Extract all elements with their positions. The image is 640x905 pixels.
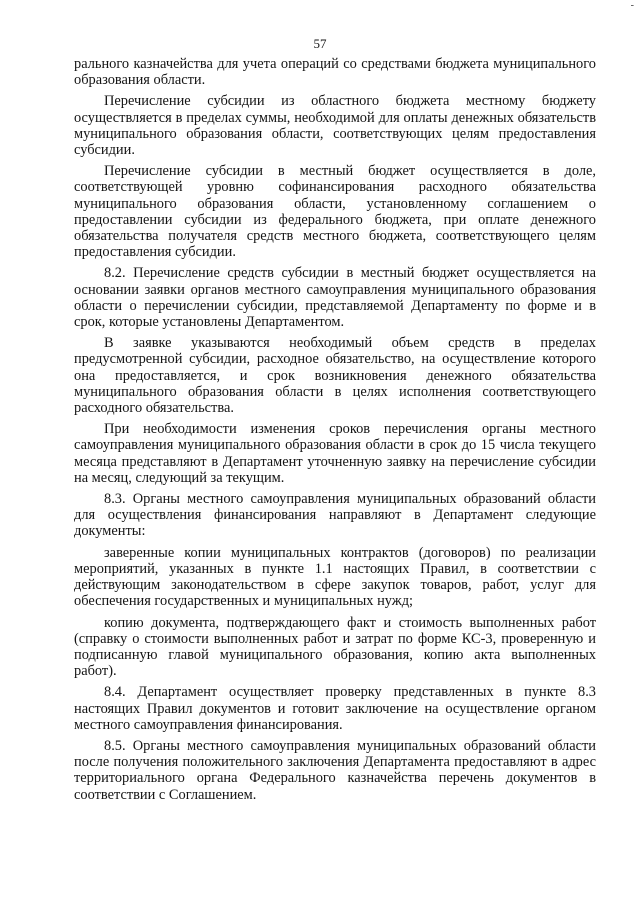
paragraph-contract-copies: заверенные копии муниципальных контрактов (договоров) по реализации мероприятий, указанных в пункте 1.1 настоящих Правил, в соответствии с действующим законодательством в сфере закупок товаров, работ, услуг для обеспечения государственных и муниципальных нужд; <box>74 544 596 610</box>
page-number: 57 <box>313 36 327 51</box>
paragraph-work-cost-document: копию документа, подтверждающего факт и стоимость выполненных работ (справку о стоимости выполненных работ и затрат по форме КС-3, проверенную и подписанную главой муниципального образования, копию акта выполненных работ). <box>74 614 596 680</box>
document-body <box>74 56 596 808</box>
paragraph-8-3: 8.3. Органы местного самоуправления муниципальных образований области для осуществления финансирования направляют в Департамент следующие документы: <box>74 491 596 540</box>
paragraph-continuation: рального казначейства для учета операций со средствами бюджета муниципального образования области. <box>74 56 596 89</box>
paragraph-8-4: 8.4. Департамент осуществляет проверку представленных в пункте 8.3 настоящих Правил документов и готовит заключение на осуществление органом местного самоуправления финансирования. <box>74 684 596 733</box>
paragraph-8-5: 8.5. Органы местного самоуправления муниципальных образований области после получения положительного заключения Департамента предоставляют в адрес территориального органа Федерального казначейства перечень документов в соответствии с Соглашением. <box>74 737 596 803</box>
paragraph-deadline-change: При необходимости изменения сроков перечисления органы местного самоуправления муниципального образования области в срок до 15 числа текущего месяца представляют в Департамент уточненную заявку на перечисление субсидии на месяц, следующий за текущим. <box>74 421 596 486</box>
corner-mark: - <box>630 0 634 11</box>
paragraph-request-contents: В заявке указываются необходимый объем средств в пределах предусмотренной субсидии, расходное обязательство, на осуществление которого она предоставляется, и срок возникновения денежного обязательства муниципального образования области в целях исполнения соответствующего расходного обязательства. <box>74 335 596 417</box>
paragraph-subsidy-share: Перечисление субсидии в местный бюджет осуществляется в доле, соответствующей уровню софинансирования расходного обязательства муниципального образования области, установленному соглашением о предоставлении субсидии из федерального бюджета, при оплате денежного обязательства получателя средств местного бюджета, соответствующего целям предоставления субсидии. <box>74 163 596 261</box>
paragraph-subsidy-transfer-limit: Перечисление субсидии из областного бюджета местному бюджету осуществляется в пределах суммы, необходимой для оплаты денежных обязательств муниципального образования области, соответствующих целям предоставления субсидии. <box>74 93 596 159</box>
paragraph-8-2: 8.2. Перечисление средств субсидии в местный бюджет осуществляется на основании заявки органов местного самоуправления муниципального образования области о перечислении субсидии, представляемой Департаменту по форме и в срок, которые установлены Департаментом. <box>74 265 596 331</box>
